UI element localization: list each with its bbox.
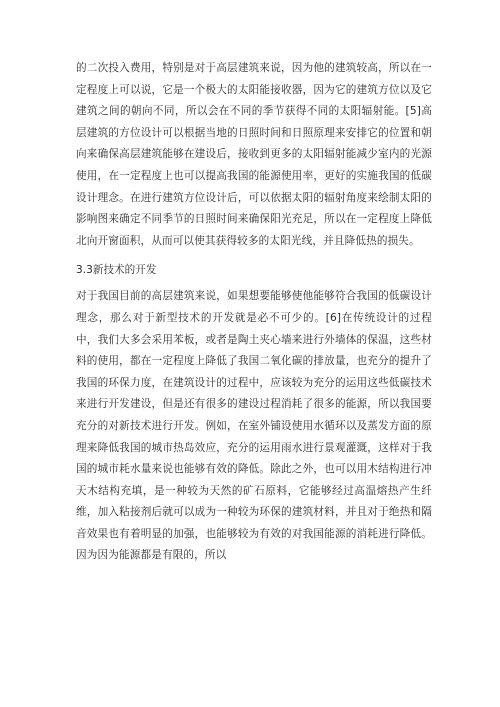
paragraph-2: 对于我国目前的高层建筑来说，如果想要能够使他能够符合我国的低碳设计理念，那么对于新型技术的开发就是必不可少的。[6]在传统设计的过程中，我们大多会采用苯板，或者是陶土夹心墙来进行外墙体的保温，这些材料的使用，都在一定程度上降低了我国二氧化碳的排放量，也充分的提升了我国的环保力度，在建筑设计的过程中，应该较为充分的运用这些低碳技术来进行开发建设，但是还有很多的建设过程消耗了很多的能源，所以我国要充分的对新技术进行开发。例如，在室外铺设使用水循环以及蒸发方面的原理来降低我国的城市热岛效应，充分的运用雨水进行景观灌溉，这样对于我国的城市耗水量来说也能够有效的降低。除此之外，也可以用木结构进行冲天木结构充填，是一种较为天然的矿石原料，它能够经过高温熔热产生纤维，加入粘接剂后就可以成为一种较为环保的建筑材料，并且对于绝热和隔音效果也有着明显的加强，也能够较为有效的对我国能源的消耗进行降低。因为因为能源都是有限的，所以 <box>76 290 433 562</box>
section-heading: 3.3新技术的开发 <box>76 264 157 277</box>
paragraph-1: 的二次投入费用，特别是对于高层建筑来说，因为他的建筑较高，所以在一定程度上可以说，它是一个极大的太阳能接收器，因为它的建筑方位以及它建筑之间的朝向不同，所以会在不同的季节获得不同的太阳辐射能。[5]高层建筑的方位设计可以根据当地的日照时间和日照原理来安排它的位置和朝向来确保高层建筑能够在建设后，接收到更多的太阳辐射能减少室内的光源使用，在一定程度上也可以提高我国的能源使用率，更好的实施我国的低碳设计理念。在进行建筑方位设计后，可以依据太阳的辐射角度来绘制太阳的影响图来确定不同季节的日照时间来确保阳光充足，所以在一定程度上降低北向开窗面积，从而可以使其获得较多的太阳光线，并且降低热的损失。 <box>76 62 432 247</box>
